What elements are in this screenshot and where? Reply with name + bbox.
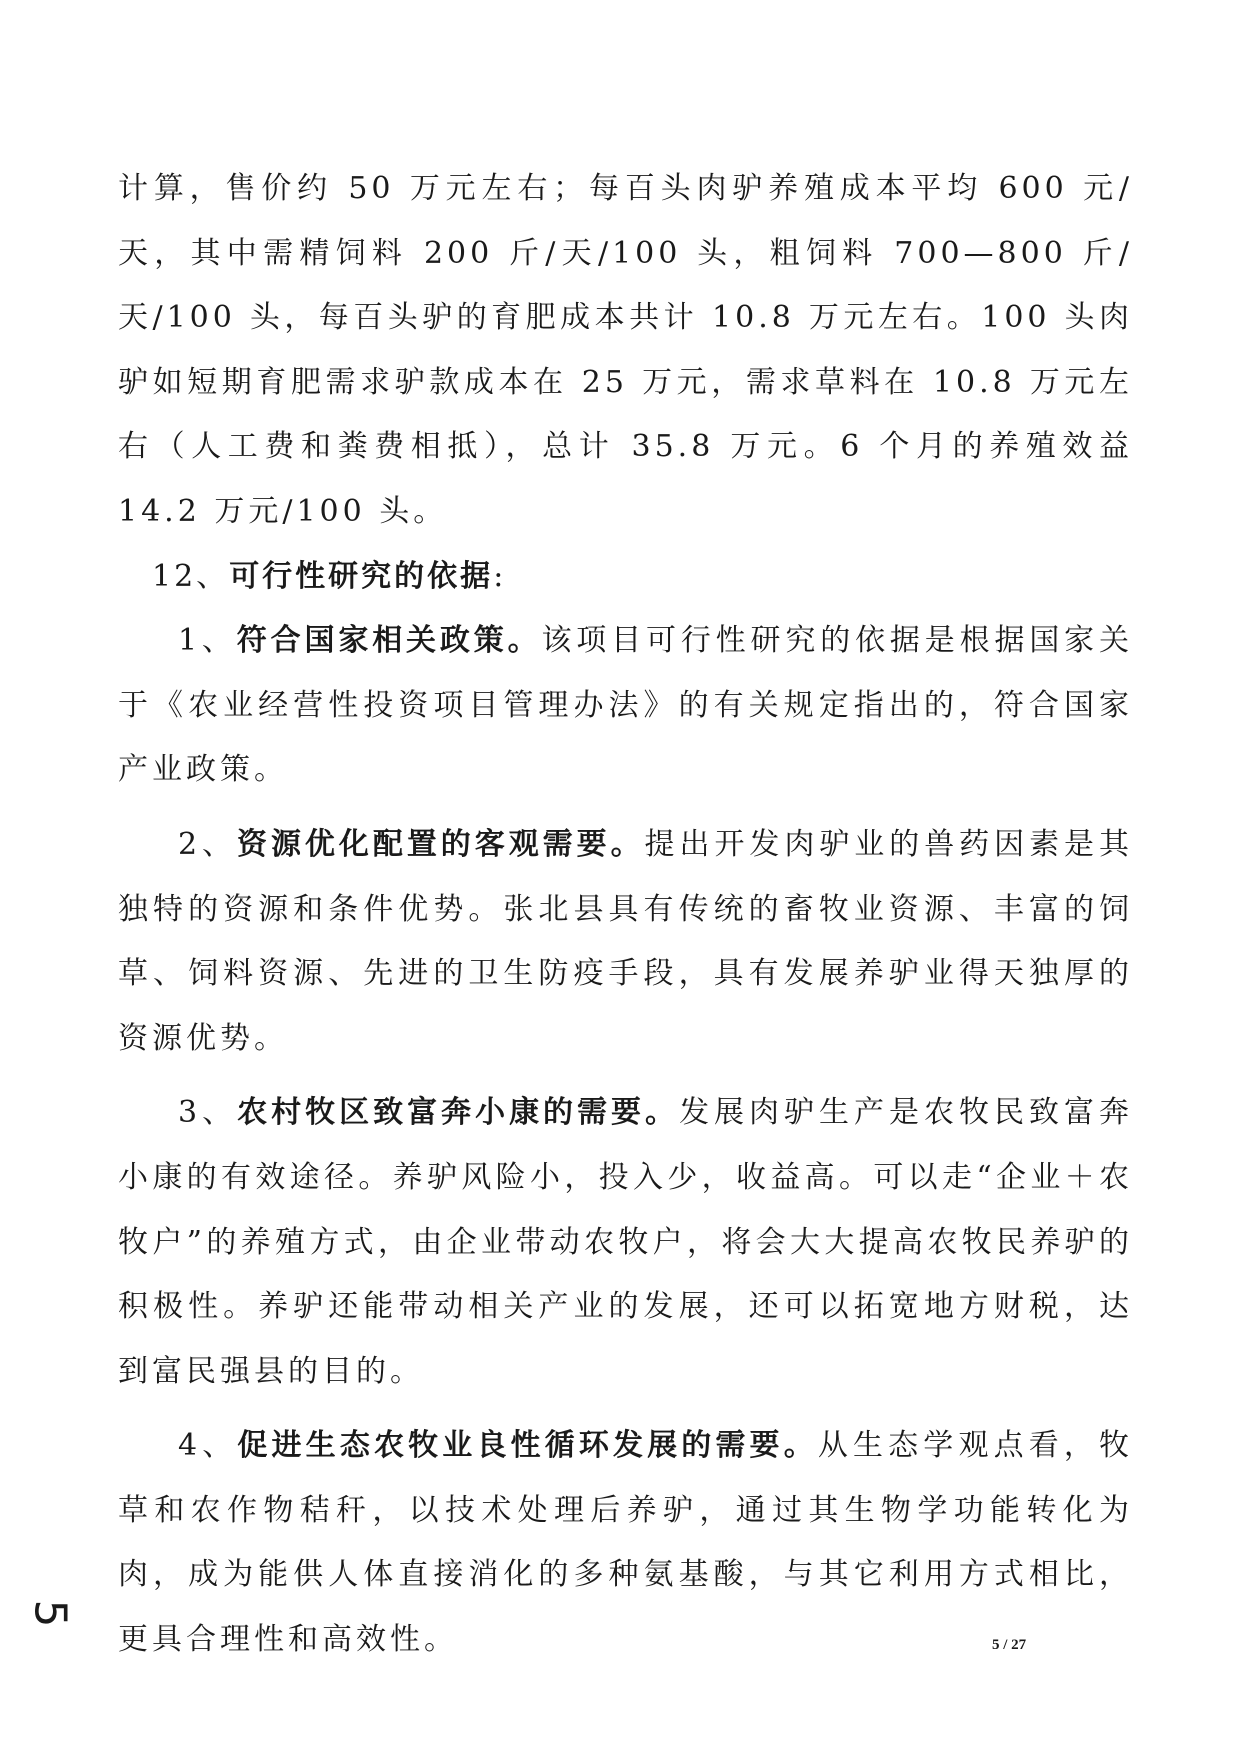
point-number: 1、 (178, 623, 237, 659)
point-text: 该项目可行性研究的依据是根据国家关于《农业经营性投资项目管理办法》的有关规定指出的，符合国家产业政策。 (118, 623, 1134, 788)
side-page-number: 5 (24, 1599, 76, 1628)
section-colon: : (493, 558, 507, 594)
paragraph-point-1 (118, 609, 1133, 803)
section-number: 12、 (152, 558, 230, 594)
point-number: 4、 (178, 1428, 238, 1464)
point-number: 2、 (178, 826, 238, 862)
point-text: 从生态学观点看，牧草和农作物秸秆，以技术处理后养驴，通过其生物学功能转化为肉，成为能供人体直接消化的多种氨基酸，与其它利用方式相比，更具合理性和高效性。 (118, 1428, 1134, 1658)
section-heading-12 (118, 545, 1133, 610)
page-indicator: 5 / 27 (992, 1637, 1027, 1653)
point-title: 农村牧区致富奔小康的需要。 (237, 1095, 680, 1131)
point-number: 3、 (178, 1095, 238, 1131)
paragraph-cost-calculation: 计算，售价约 50 万元左右；每百头肉驴养殖成本平均 600 元/天，其中需精饲料 200 斤/天/100 头，粗饲料 700—800 斤/天/100 头，每百头驴的育肥成本共计 10.8 万元左右。100 头肉驴如短期育肥需求驴款成本在 25 万元，需求草料在 10.8 万元左右（人工费和粪费相抵），总计 35.8 万元。6 个月的养殖效益 14.2 万元/100 头。 (118, 171, 1133, 529)
paragraph-point-4 (118, 1414, 1133, 1672)
paragraph-point-3 (118, 1081, 1133, 1404)
body-text (118, 157, 1133, 1673)
point-text: 提出开发肉驴业的兽药因素是其独特的资源和条件优势。张北县具有传统的畜牧业资源、丰富的饲草、饲料资源、先进的卫生防疫手段，具有发展养驴业得天独厚的资源优势。 (118, 826, 1134, 1056)
point-title: 促进生态农牧业良性循环发展的需要。 (237, 1428, 818, 1464)
paragraph-point-2 (118, 813, 1133, 1071)
point-title: 资源优化配置的客观需要。 (237, 826, 645, 862)
point-text: 发展肉驴生产是农牧民致富奔小康的有效途径。养驴风险小，投入少，收益高。可以走“企业＋农牧户”的养殖方式，由企业带动农牧户，将会大大提高农牧民养驴的积极性。养驴还能带动相关产业的发展，还可以拓宽地方财税，达到富民强县的目的。 (118, 1095, 1134, 1389)
section-title: 可行性研究的依据 (229, 558, 494, 594)
point-title: 符合国家相关政策。 (236, 623, 542, 659)
